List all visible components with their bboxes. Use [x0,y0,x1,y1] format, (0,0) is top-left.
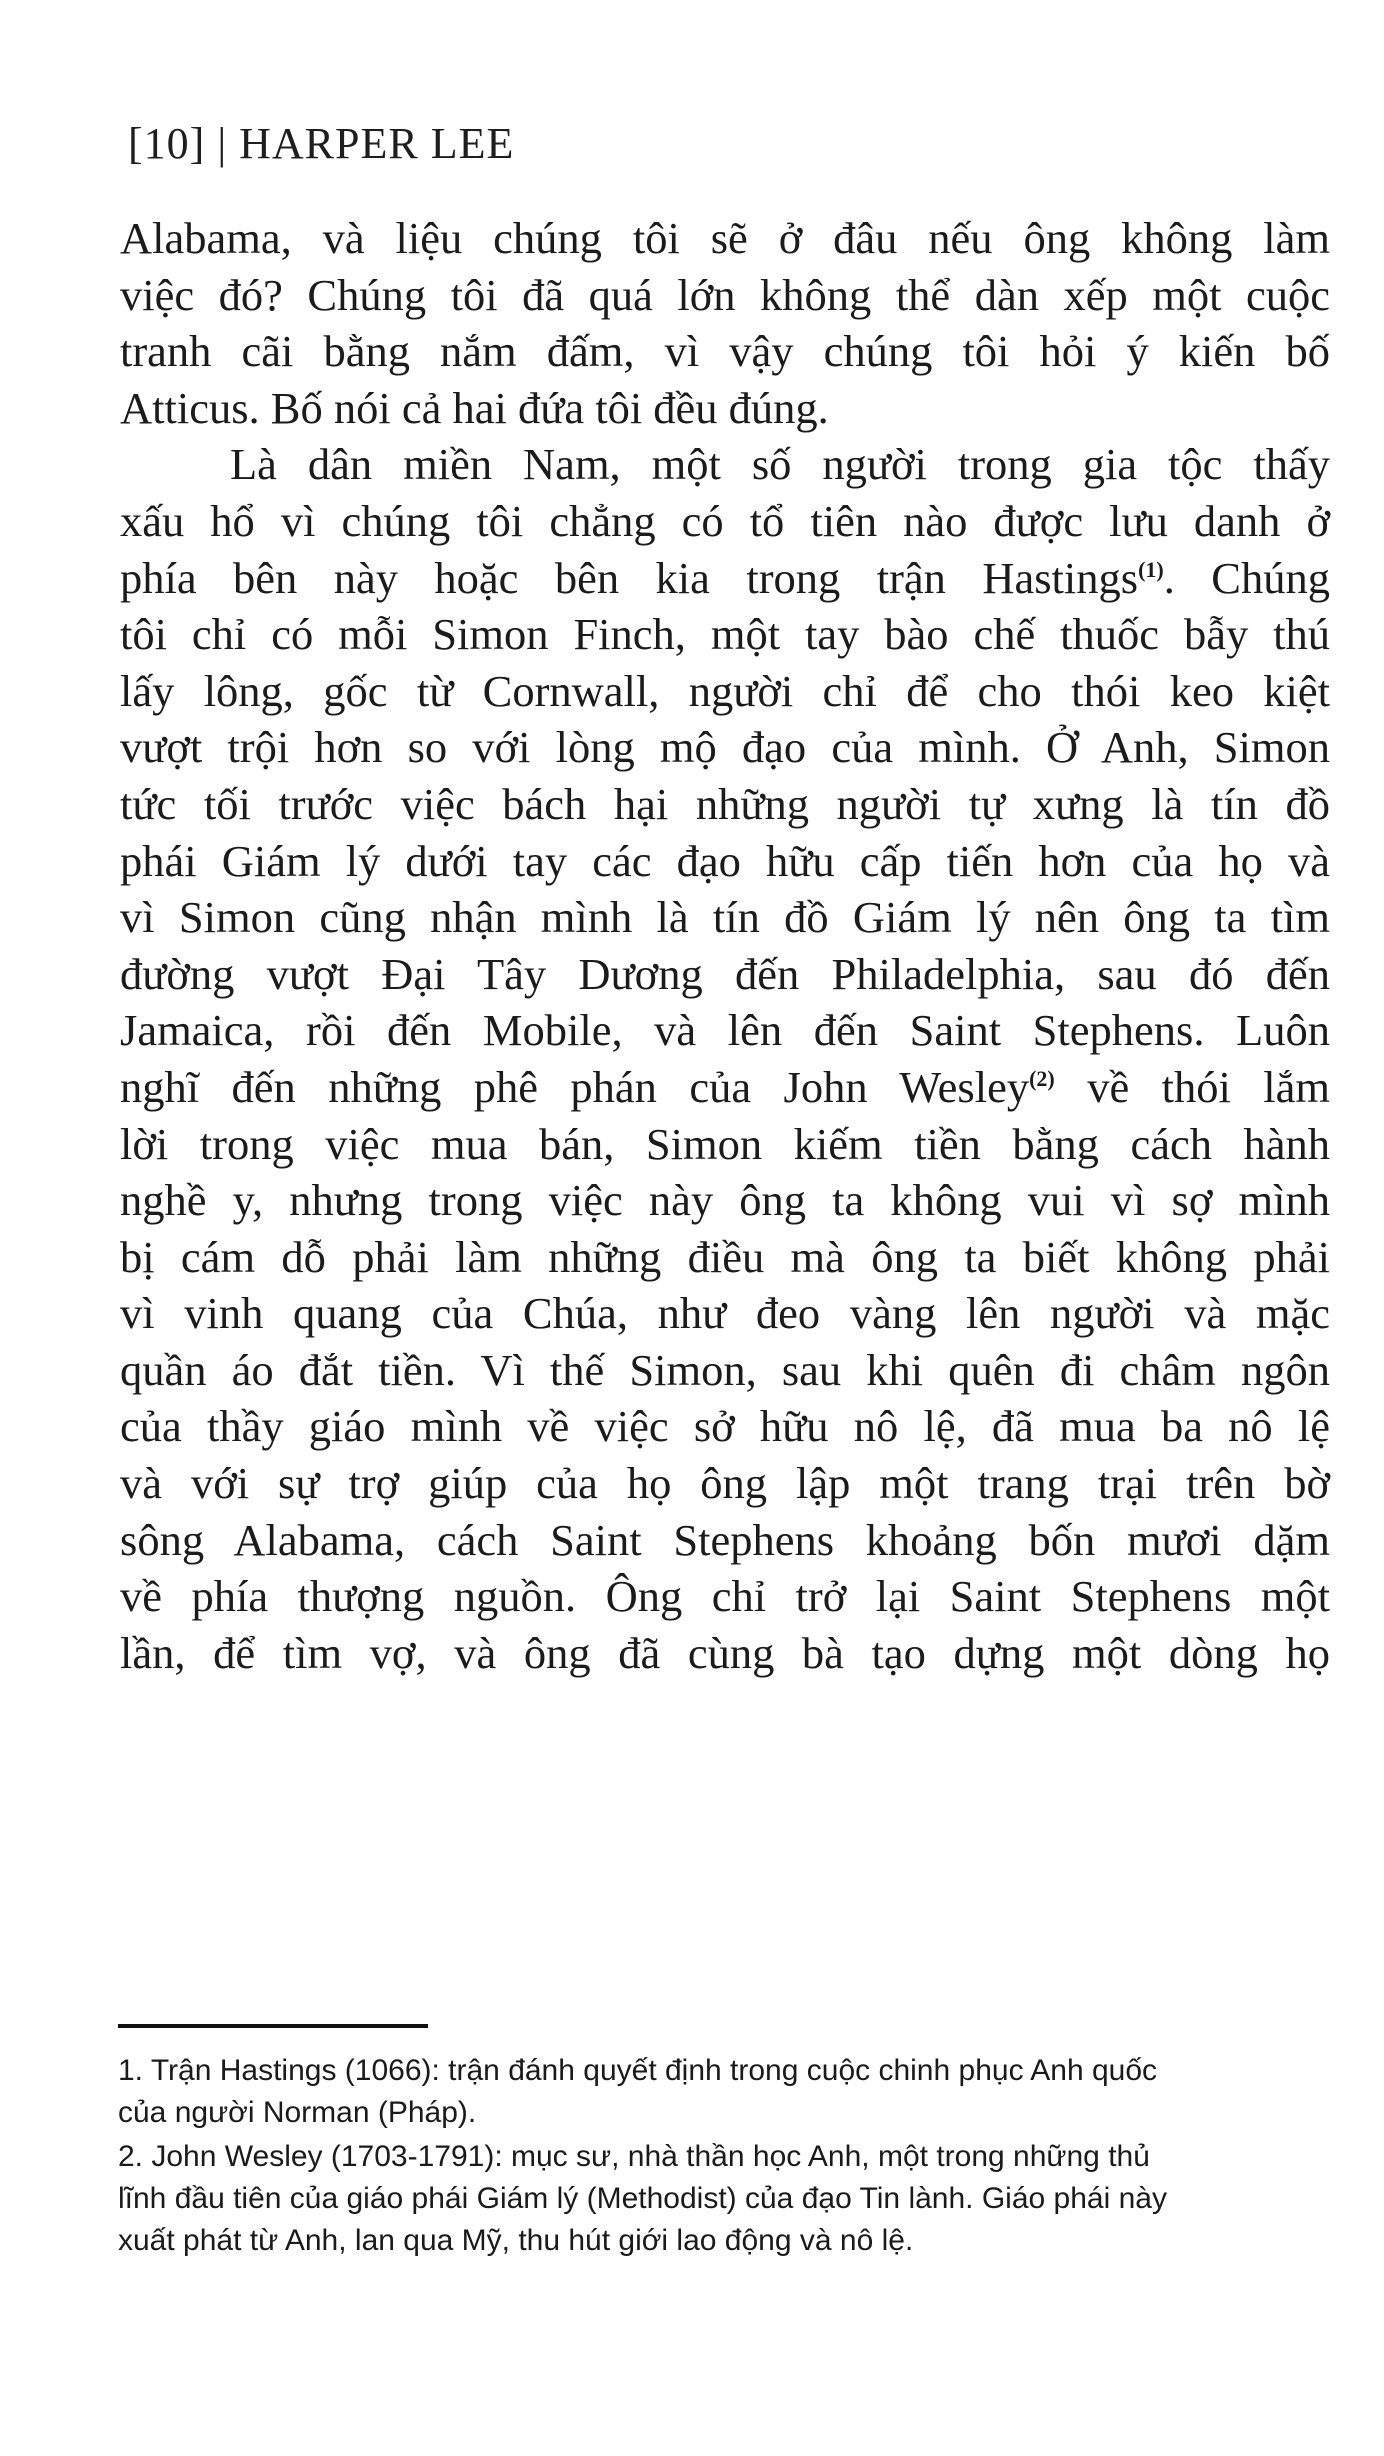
text-line: tranh cãi bằng nắm đấm, vì vậy chúng tôi hỏi ý kiến bố [120,326,1330,377]
text-line: Alabama, và liệu chúng tôi sẽ ở đâu nếu ông không làm [120,213,1330,263]
text-line: sông Alabama, cách Saint Stephens khoảng bốn mươi dặm [120,1514,1330,1565]
footnote-line: xuất phát từ Anh, lan qua Mỹ, thu hút giới lao động và nô lệ. [118,2224,914,2257]
text-line: tức tối trước việc bách hại những người tự xưng là tín đồ [120,778,1330,829]
body-text [120,210,1330,1681]
text-line: lời trong việc mua bán, Simon kiếm tiền bằng cách hành [120,1118,1330,1169]
text-line: vì vinh quang của Chúa, như đeo vàng lên người và mặc [120,1288,1330,1339]
text-line [120,1059,1330,1116]
text-line: Là dân miền Nam, một số người trong gia tộc thấy [230,439,1330,490]
text-line: nghề y, nhưng trong việc này ông ta không vui vì sợ mình [120,1175,1330,1226]
footnote-1 [118,2050,1333,2134]
text-line: vượt trội hơn so với lòng mộ đạo của mình. Ở Anh, Simon [120,722,1330,773]
author-name: HARPER LEE [239,119,515,168]
text-line: Jamaica, rồi đến Mobile, và lên đến Saint Stephens. Luôn [120,1005,1330,1056]
text-fragment: . Chúng [1163,552,1330,603]
page-number: [10] [128,119,206,168]
footnote-divider [118,2024,428,2028]
text-fragment: nghĩ đến những phê phán của John Wesley [120,1061,1030,1112]
footnote-line: 1. Trận Hastings (1066): trận đánh quyết định trong cuộc chinh phục Anh quốc [118,2054,1158,2087]
footnote-ref-2: (2) [1029,1066,1055,1092]
text-line: tôi chỉ có mỗi Simon Finch, một tay bào chế thuốc bẫy thú [120,609,1330,660]
running-header [128,118,514,169]
text-line: về phía thượng nguồn. Ông chỉ trở lại Saint Stephens một [120,1571,1330,1622]
footnote-line: lĩnh đầu tiên của giáo phái Giám lý (Methodist) của đạo Tin lành. Giáo phái này [118,2182,1167,2215]
text-line: bị cám dỗ phải làm những điều mà ông ta biết không phải [120,1231,1330,1282]
paragraph [120,210,1330,436]
text-line: và với sự trợ giúp của họ ông lập một trang trại trên bờ [120,1458,1330,1509]
footnote-ref-1: (1) [1138,556,1164,582]
text-line [120,550,1330,607]
text-fragment: phía bên này hoặc bên kia trong trận Hastings [120,552,1139,603]
text-line: lấy lông, gốc từ Cornwall, người chỉ để cho thói keo kiệt [120,665,1330,716]
header-separator: | [217,119,228,168]
text-line: phái Giám lý dưới tay các đạo hữu cấp tiến hơn của họ và [120,835,1330,886]
paragraph [120,436,1330,1681]
text-line: xấu hổ vì chúng tôi chẳng có tổ tiên nào được lưu danh ở [120,495,1330,546]
text-line: vì Simon cũng nhận mình là tín đồ Giám lý nên ông ta tìm [120,892,1330,943]
footnotes [118,2050,1333,2264]
text-line: việc đó? Chúng tôi đã quá lớn không thể dàn xếp một cuộc [120,269,1330,320]
text-fragment: về thói lắm [1054,1061,1330,1112]
text-line: của thầy giáo mình về việc sở hữu nô lệ, đã mua ba nô lệ [120,1401,1330,1452]
text-line: lần, để tìm vợ, và ông đã cùng bà tạo dựng một dòng họ [120,1627,1330,1678]
text-line: đường vượt Đại Tây Dương đến Philadelphia, sau đó đến [120,948,1330,999]
text-line: Atticus. Bố nói cả hai đứa tôi đều đúng. [120,382,829,433]
footnote-line: của người Norman (Pháp). [118,2096,477,2129]
footnote-2 [118,2136,1333,2262]
text-line: quần áo đắt tiền. Vì thế Simon, sau khi quên đi châm ngôn [120,1344,1330,1395]
footnote-line: 2. John Wesley (1703-1791): mục sư, nhà thần học Anh, một trong những thủ [118,2140,1150,2173]
